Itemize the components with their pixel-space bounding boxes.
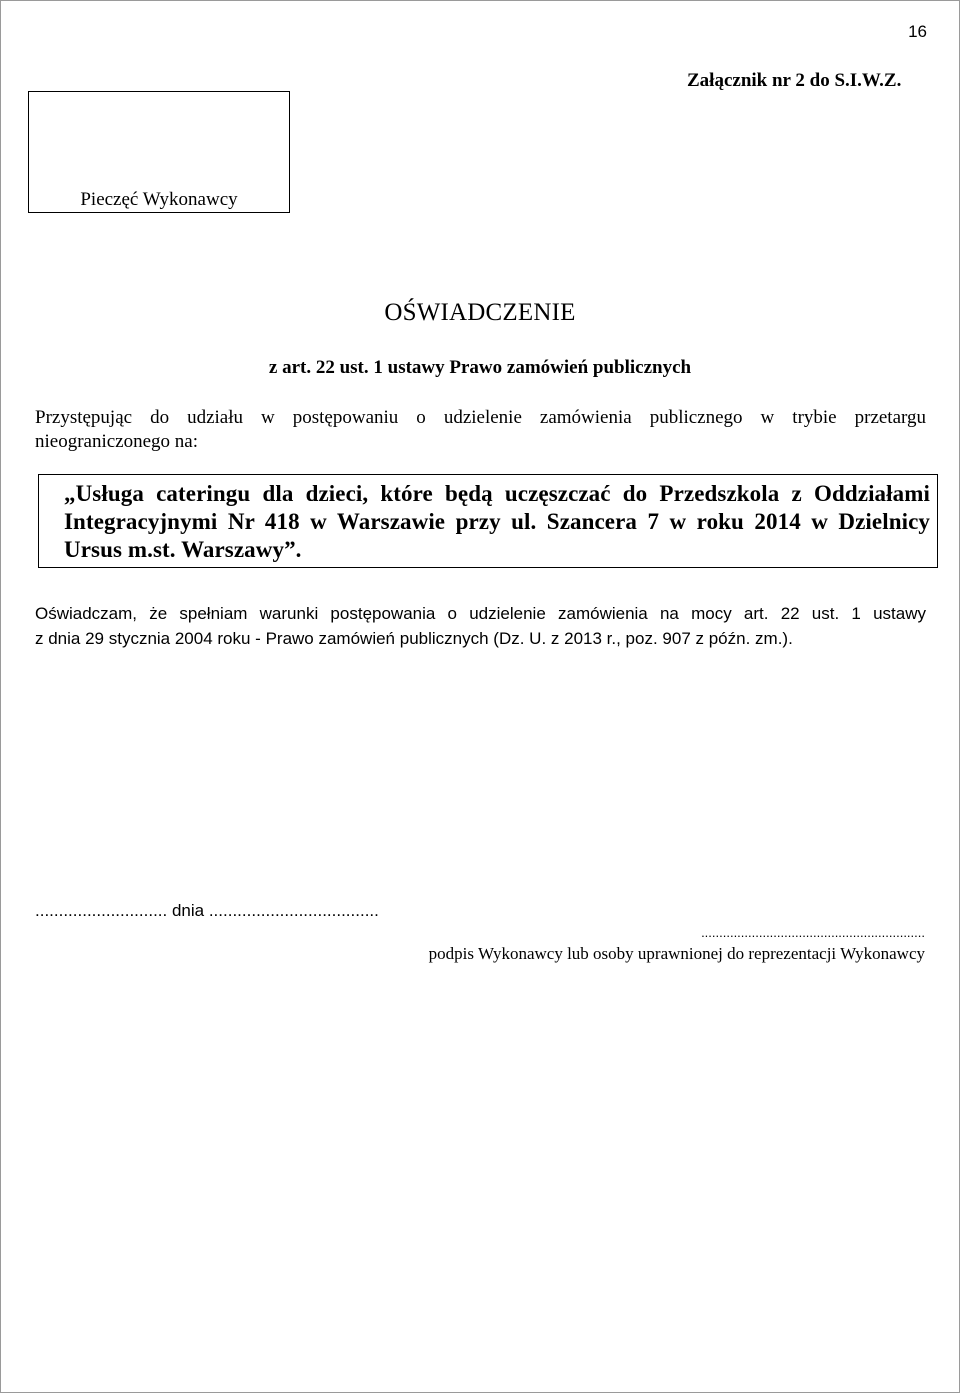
place-date-field: ............................ dnia .................................... bbox=[35, 901, 379, 920]
tender-subject-line-3: Ursus m.st. Warszawy”. bbox=[64, 537, 302, 562]
statement-paragraph bbox=[35, 601, 926, 651]
annex-label: Załącznik nr 2 do S.I.W.Z. bbox=[687, 70, 902, 91]
intro-line-1: Przystępując do udziału w postępowaniu o udzielenie zamówienia publicznego w trybie przetargu bbox=[35, 407, 926, 428]
contractor-stamp-label: Pieczęć Wykonawcy bbox=[80, 189, 238, 210]
intro-paragraph bbox=[35, 406, 926, 454]
tender-subject-line-1: „Usługa cateringu dla dzieci, które będą uczęszczać do Przedszkola z Oddziałami bbox=[64, 481, 930, 506]
signature-label: podpis Wykonawcy lub osoby uprawnionej do reprezentacji Wykonawcy bbox=[428, 944, 925, 963]
statement-line-1: Oświadczam, że spełniam warunki postępowania o udzielenie zamówienia na mocy art. 22 ust. 1 ustawy bbox=[35, 604, 926, 623]
signature-field: .............................................................. bbox=[701, 925, 925, 940]
statement-line-2: z dnia 29 stycznia 2004 roku - Prawo zamówień publicznych (Dz. U. z 2013 r., poz. 907 z późn. zm.). bbox=[35, 629, 793, 648]
tender-subject-line-2: Integracyjnymi Nr 418 w Warszawie przy ul. Szancera 7 w roku 2014 w Dzielnicy bbox=[64, 509, 930, 534]
contractor-stamp-box bbox=[28, 91, 290, 213]
page-number: 16 bbox=[908, 22, 927, 41]
document-title: OŚWIADCZENIE bbox=[384, 299, 576, 326]
document-subtitle: z art. 22 ust. 1 ustawy Prawo zamówień publicznych bbox=[268, 357, 692, 378]
tender-subject-box bbox=[38, 474, 938, 568]
tender-subject-text bbox=[64, 480, 930, 564]
intro-line-2: nieograniczonego na: bbox=[35, 431, 199, 452]
